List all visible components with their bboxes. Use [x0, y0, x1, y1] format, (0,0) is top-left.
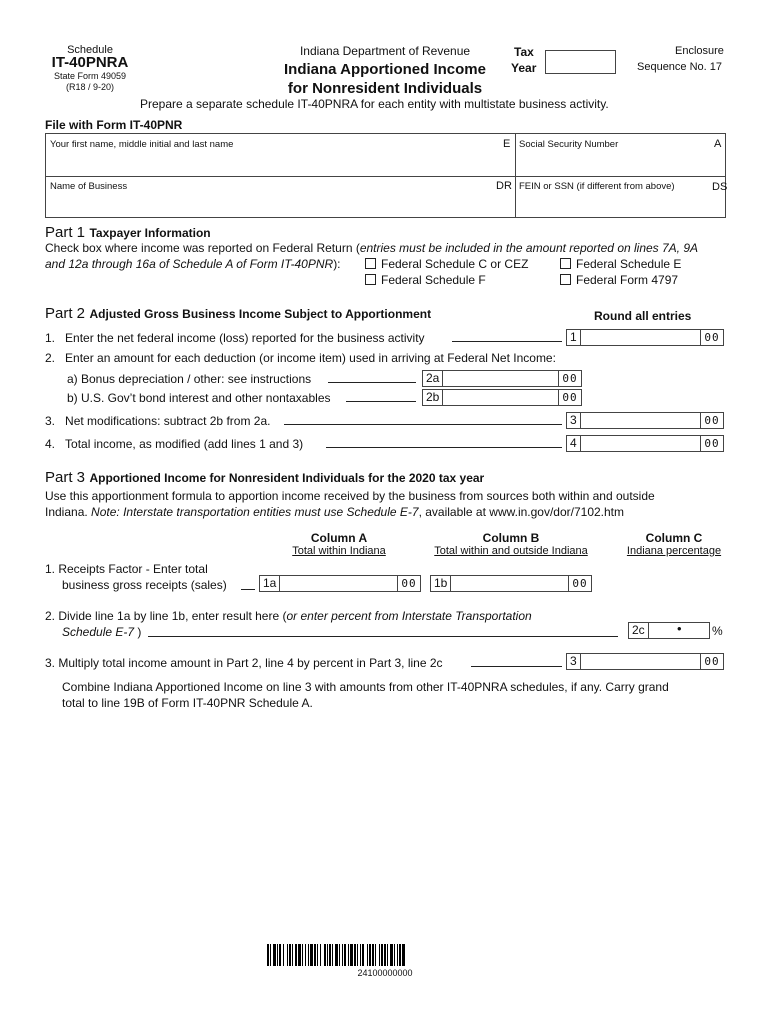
barcode: [267, 944, 503, 966]
column-b-heading: Column B: [482, 531, 540, 545]
ssn-field[interactable]: [516, 150, 724, 176]
column-c-subheading: Indiana percentage: [626, 545, 722, 557]
year-label: Year: [511, 61, 537, 75]
part3-intro-line1: Use this apportionment formula to apportion income received by the business from sources both within and outside: [45, 489, 655, 503]
part3-line1a-amount[interactable]: 1a 00: [259, 575, 421, 592]
tax-label: Tax: [514, 45, 534, 59]
fein-field[interactable]: [516, 192, 724, 216]
schedule-label: Schedule: [67, 44, 113, 56]
part3-line1-text-2: business gross receipts (sales): [62, 578, 227, 592]
sequence-number: Sequence No. 17: [637, 61, 723, 73]
part1-instruction-line2: and 12a through 16a of Schedule A of Form IT-40PNR):: [45, 257, 341, 271]
round-entries-note: Round all entries: [594, 309, 692, 323]
state-form-number: State Form 49059: [53, 71, 127, 81]
part3-line3-amount[interactable]: 3 00: [566, 653, 724, 670]
part2-line4-text: 4. Total income, as modified (add lines 1 and 3): [45, 437, 304, 451]
ssn-field-label: Social Security Number: [519, 139, 619, 150]
part3-line3-leader: [471, 666, 562, 667]
barcode-number: 24100000000: [357, 968, 413, 978]
part3-line2-leader: [148, 636, 618, 637]
fein-field-label: FEIN or SSN (if different from above): [519, 181, 675, 192]
part2-line2a-leader: [328, 382, 416, 383]
part3-line1-leader: [241, 589, 255, 590]
name-field-code: E: [503, 138, 511, 150]
part2-line4-amount[interactable]: 4 00: [566, 435, 724, 452]
part2-line2a-text: a) Bonus depreciation / other: see instructions: [67, 372, 312, 386]
ssn-field-code: A: [714, 138, 722, 150]
part3-line2-text-1: 2. Divide line 1a by line 1b, enter result here (or enter percent from Interstate Transportation: [45, 609, 532, 623]
part3-line3-text: 3. Multiply total income amount in Part 2, line 4 by percent in Part 3, line 2c: [45, 656, 443, 670]
column-c-heading: Column C: [645, 531, 703, 545]
part2-line1-amount[interactable]: 1 00: [566, 329, 724, 346]
decimal-point: •: [677, 621, 682, 636]
checkbox-federal-schedule-c[interactable]: Federal Schedule C or CEZ: [365, 257, 528, 271]
checkbox-federal-form-4797[interactable]: Federal Form 4797: [560, 273, 678, 287]
part3-line2c-percent[interactable]: 2c •: [628, 622, 710, 639]
title-line-2: for Nonresident Individuals: [287, 80, 483, 97]
part2-line3-amount[interactable]: 3 00: [566, 412, 724, 429]
part2-line4-leader: [326, 447, 562, 448]
part2-line2-text: 2. Enter an amount for each deduction (or income item) used in arriving at Federal Net Income:: [45, 351, 556, 365]
combine-instruction-line2: total to line 19B of Form IT-40PNR Schedule A.: [62, 696, 313, 710]
department-name: Indiana Department of Revenue: [299, 44, 471, 58]
name-field[interactable]: [47, 148, 513, 176]
part2-line3-leader: [284, 424, 562, 425]
file-with-label: File with Form IT-40PNR: [45, 118, 183, 132]
tax-year-field[interactable]: [545, 50, 616, 74]
part1-heading: Part 1 Taxpayer Information: [45, 224, 211, 241]
column-a-heading: Column A: [310, 531, 368, 545]
form-revision: (R18 / 9-20): [65, 82, 115, 92]
form-code: IT-40PNRA: [51, 54, 129, 71]
part2-heading: Part 2 Adjusted Gross Business Income Subject to Apportionment: [45, 305, 432, 322]
part2-line1-leader: [452, 341, 562, 342]
business-name-label: Name of Business: [50, 181, 128, 192]
part3-line2-text-2: Schedule E-7 ): [62, 625, 142, 639]
part1-instruction-line1: Check box where income was reported on Federal Return (entries must be included in the amount reported on lines 7A, 9A: [45, 241, 699, 255]
column-a-subheading: Total within Indiana: [292, 545, 386, 557]
column-b-subheading: Total within and outside Indiana: [434, 545, 588, 557]
part2-line2a-amount[interactable]: 2a 00: [422, 370, 582, 387]
part2-line1-text: 1. Enter the net federal income (loss) reported for the business activity: [45, 331, 425, 345]
part3-line1b-amount[interactable]: 1b 00: [430, 575, 592, 592]
name-field-label: Your first name, middle initial and last name: [50, 139, 234, 150]
part2-line2b-amount[interactable]: 2b 00: [422, 389, 582, 406]
title-line-1: Indiana Apportioned Income: [284, 61, 486, 78]
part2-line3-text: 3. Net modifications: subtract 2b from 2a.: [45, 414, 271, 428]
percent-sign: %: [712, 624, 723, 638]
part3-line1-text-1: 1. Receipts Factor - Enter total: [45, 562, 208, 576]
checkbox-federal-schedule-e[interactable]: Federal Schedule E: [560, 257, 681, 271]
combine-instruction-line1: Combine Indiana Apportioned Income on line 3 with amounts from other IT-40PNRA schedules, if any. Carry grand: [62, 680, 669, 694]
checkbox-federal-schedule-f[interactable]: Federal Schedule F: [365, 273, 486, 287]
part2-line2b-text: b) U.S. Gov’t bond interest and other nontaxables: [67, 391, 331, 405]
enclosure-label: Enclosure: [675, 45, 724, 57]
part3-intro-line2: Indiana. Note: Interstate transportation entities must use Schedule E-7, available at www.in.gov/dor/7102.htm: [45, 505, 625, 519]
fein-field-code: DS: [712, 181, 728, 193]
part2-line2b-leader: [346, 401, 416, 402]
part3-heading: Part 3 Apportioned Income for Nonresident Individuals for the 2020 tax year: [45, 469, 485, 486]
barcode-bar: [405, 944, 406, 966]
header-instruction: Prepare a separate schedule IT-40PNRA for each entity with multistate business activity.: [140, 97, 609, 111]
business-name-code: DR: [496, 180, 512, 192]
business-name-field[interactable]: [47, 192, 513, 216]
